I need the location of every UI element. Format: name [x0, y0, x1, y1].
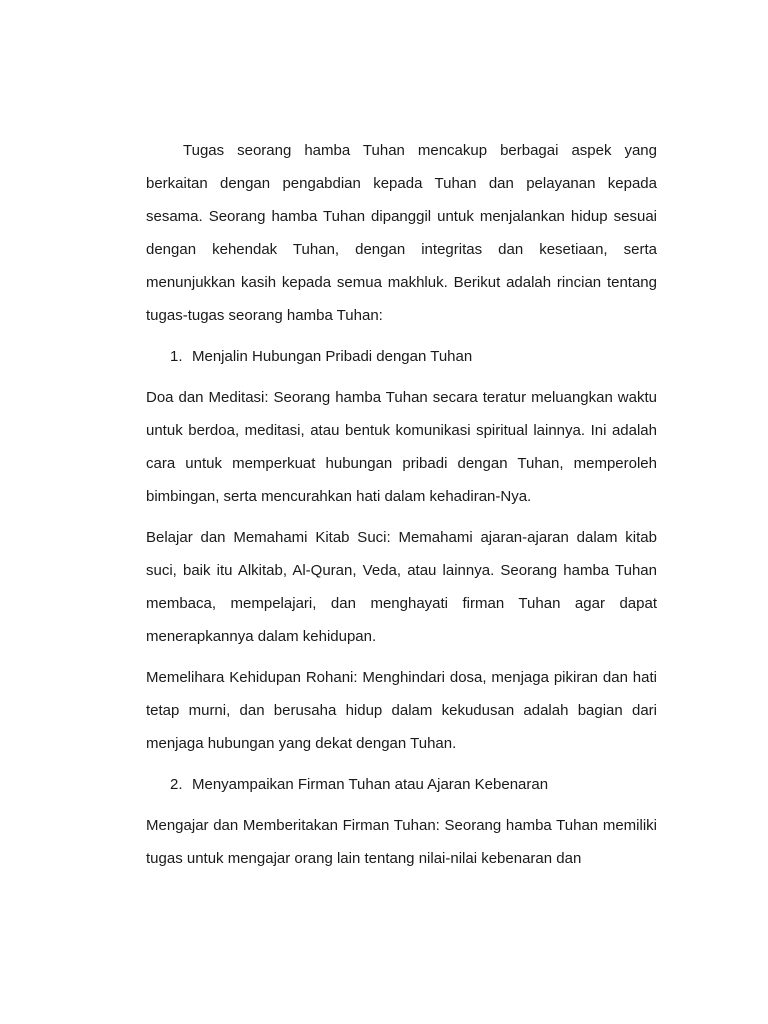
kitab-paragraph: Belajar dan Memahami Kitab Suci: Memahami ajaran-ajaran dalam kitab suci, baik itu Alkitab, Al-Quran, Veda, atau lainnya. Seorang hamba Tuhan membaca, mempelajari, dan menghayati firman Tuhan agar dapat menerapkannya dalam kehidupan. — [146, 529, 657, 645]
list-number: 2. — [170, 776, 183, 793]
intro-paragraph: Tugas seorang hamba Tuhan mencakup berbagai aspek yang berkaitan dengan pengabdian kepada Tuhan dan pelayanan kepada sesama. Seorang hamba Tuhan dipanggil untuk menjalankan hidup sesuai dengan kehendak Tuhan, dengan integritas dan kesetiaan, serta menunjukkan kasih kepada semua makhluk. Berikut adalah rincian tentang tugas-tugas seorang hamba Tuhan: — [146, 142, 657, 324]
doa-paragraph: Doa dan Meditasi: Seorang hamba Tuhan secara teratur meluangkan waktu untuk berdoa, meditasi, atau bentuk komunikasi spiritual lainnya. Ini adalah cara untuk memperkuat hubungan pribadi dengan Tuhan, memperoleh bimbingan, serta mencurahkan hati dalam kehadiran-Nya. — [146, 389, 657, 505]
list-heading-text: Menyampaikan Firman Tuhan atau Ajaran Kebenaran — [192, 776, 549, 793]
section-2-heading — [146, 768, 657, 801]
section-1-heading — [146, 340, 657, 373]
mengajar-paragraph: Mengajar dan Memberitakan Firman Tuhan: Seorang hamba Tuhan memiliki tugas untuk mengajar orang lain tentang nilai-nilai kebenaran dan — [146, 817, 657, 867]
rohani-paragraph: Memelihara Kehidupan Rohani: Menghindari dosa, menjaga pikiran dan hati tetap murni, dan berusaha hidup dalam kekudusan adalah bagian dari menjaga hubungan yang dekat dengan Tuhan. — [146, 669, 657, 752]
list-number: 1. — [170, 348, 183, 365]
list-heading-text: Menjalin Hubungan Pribadi dengan Tuhan — [192, 348, 473, 365]
